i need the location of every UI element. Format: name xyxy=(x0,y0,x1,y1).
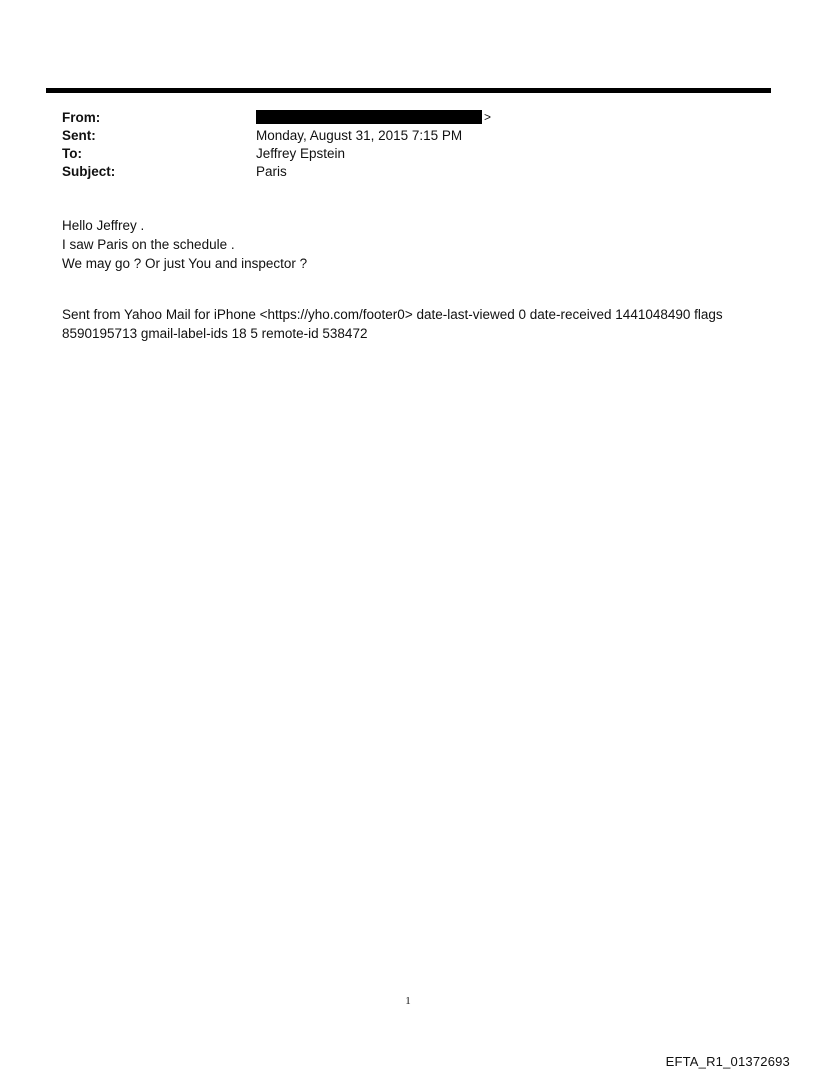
from-suffix: > xyxy=(484,110,492,124)
from-row xyxy=(62,108,762,126)
sent-value: Monday, August 31, 2015 7:15 PM xyxy=(256,127,463,143)
email-header xyxy=(62,108,762,180)
sent-row xyxy=(62,126,762,144)
to-value: Jeffrey Epstein xyxy=(256,145,346,161)
subject-value: Paris xyxy=(256,163,287,179)
redaction-box xyxy=(256,110,482,124)
subject-row xyxy=(62,162,762,180)
email-footer: Sent from Yahoo Mail for iPhone <https://yho.com/footer0> date-last-viewed 0 date-received 1441048490 flags 8590195713 gmail-label-ids 18 5 remote-id 538472 xyxy=(62,307,723,341)
email-body xyxy=(62,216,762,273)
header-rule xyxy=(46,88,771,93)
body-line: We may go ? Or just You and inspector ? xyxy=(62,256,308,271)
from-value xyxy=(256,110,491,124)
body-line: I saw Paris on the schedule . xyxy=(62,237,235,252)
page-number: 1 xyxy=(405,995,411,1007)
to-label: To: xyxy=(62,145,82,161)
from-label: From: xyxy=(62,109,101,125)
subject-label: Subject: xyxy=(62,163,116,179)
sent-label: Sent: xyxy=(62,127,96,143)
to-row xyxy=(62,144,762,162)
bates-number: EFTA_R1_01372693 xyxy=(665,1054,790,1069)
body-line: Hello Jeffrey . xyxy=(62,218,145,233)
